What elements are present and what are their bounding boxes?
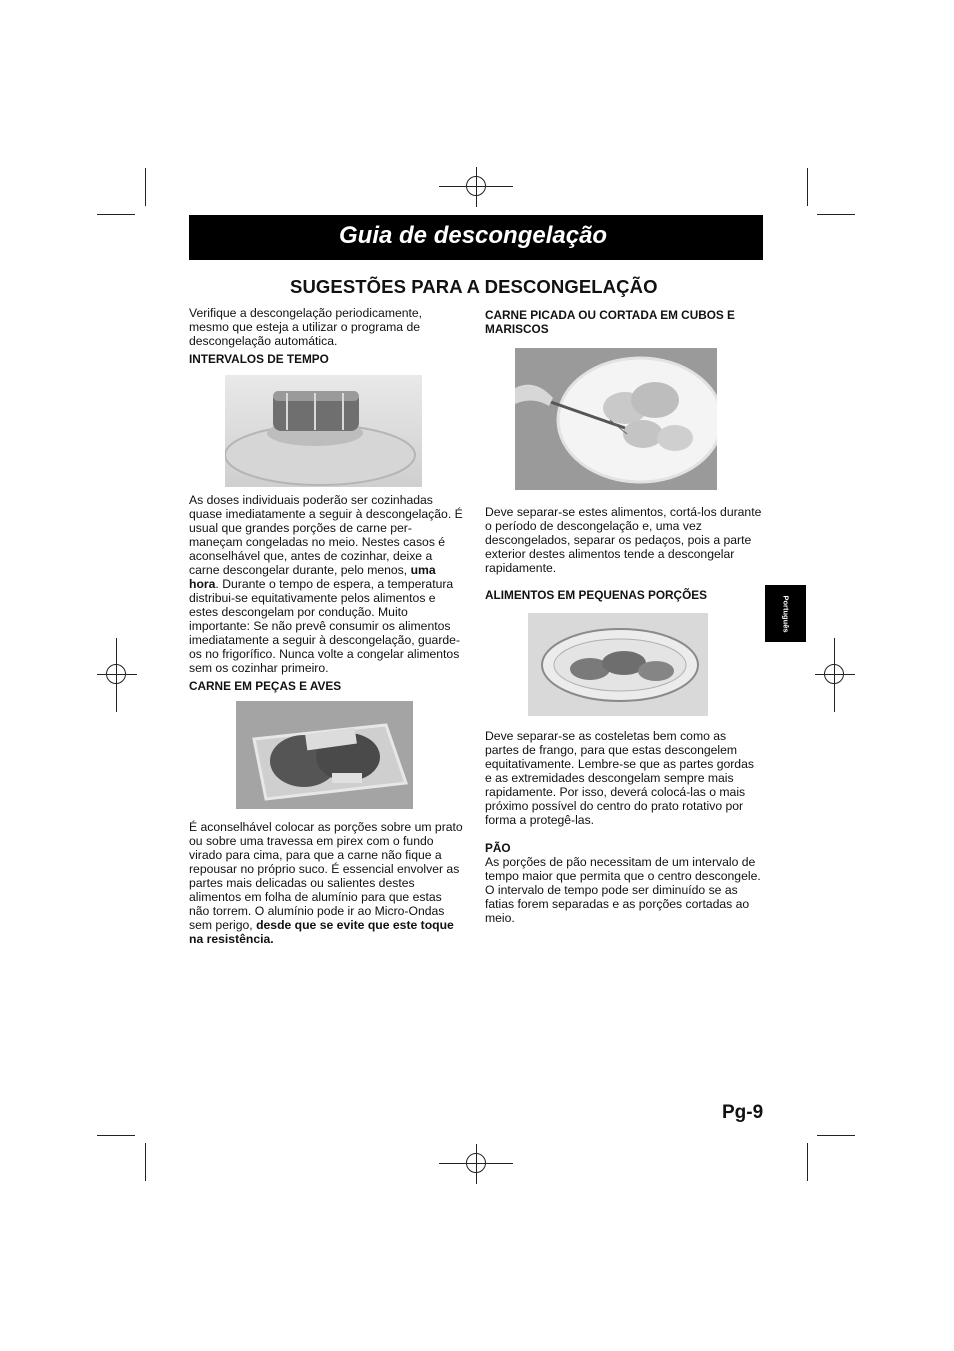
minced-text: Deve separar-se estes alimentos, cortá-los durante o período de descongelação e, uma vez descongelados, separar os pedaços, pois a parte exterior destes alimentos tende a descongelar rapidamente.: [485, 505, 762, 575]
small-text: Deve separar-se as costeletas bem como as partes de frango, para que estas descongelem equitativamente. Lembre-se que as partes gordas e as extremidades descongelam sempre mais rapidamente. Por isso, deverá colocá-las o mais próximo possível do centro do prato rotativo por forma a protegê-las.: [485, 729, 754, 827]
meat-text-1: É aconselhável colocar as porções sobre um prato ou sobre uma travessa em pirex com o fundo virado para cima, para que a carne não fique a repousar no próprio suco. É essencial envolver as partes mais delicadas ou salientes destes alimentos em folha de alumínio para que estas não torrem. O alumínio pode ir ao Micro-Ondas sem perigo,: [189, 820, 463, 932]
language-tab-label: Português: [781, 594, 790, 633]
intervals-text-2: . Durante o tempo de espera, a temperatura distribui-se equitativamente pelos alimentos e estes descongelam por condução. Muito importante: Se não prevê consumir os alimentos imediatamente a seguir à descongelação, guarde-os no frigorífico. Nunca volte a congelar alimentos sem os cozinhar primeiro.: [189, 577, 461, 675]
meat-heading: CARNE EM PEÇAS E AVES: [189, 679, 342, 693]
crop-mark: [807, 168, 808, 206]
meat-bold: desde que se evite que este toque na resistência.: [189, 918, 454, 946]
crop-mark: [97, 1135, 135, 1136]
intro-text: Verifique a descongelação periodicamente, mesmo que esteja a utilizar o programa de descongelação automática.: [189, 306, 423, 348]
photo-glass-bowl: [528, 613, 708, 716]
crop-mark: [807, 1143, 808, 1181]
language-tab: [765, 585, 806, 642]
minced-heading-block: [485, 308, 763, 336]
small-heading-block: [485, 588, 763, 602]
crop-mark: [97, 214, 135, 215]
minced-heading: CARNE PICADA OU CORTADA EM CUBOS E MARISCOS: [485, 308, 735, 336]
intro-block: [189, 306, 465, 348]
intervals-text-1: As doses individuais poderão ser cozinhadas quase imediatamente a seguir à descongelação. É usual que grandes porções de carne per-maneçam congeladas no meio. Nestes casos é aconselhável que, antes de cozinhar, deixe a carne descongelar durante, pelo menos,: [189, 493, 463, 577]
small-body: [485, 729, 763, 827]
intervals-heading-block: [189, 352, 465, 366]
bread-block: [485, 841, 763, 925]
crop-mark: [145, 1143, 146, 1181]
page-number: Pg-9: [722, 1102, 764, 1123]
photo-meat-in-dish: [236, 701, 413, 809]
title-bar: [189, 215, 763, 260]
intervals-heading: INTERVALOS DE TEMPO: [189, 352, 329, 366]
intervals-bold: uma hora: [189, 563, 436, 591]
minced-body: [485, 505, 763, 575]
meat-heading-block: [189, 679, 465, 693]
bread-heading: PÃO: [485, 841, 511, 855]
photo-roast-on-turntable: [225, 375, 422, 487]
page-title: Guia de descongelação: [339, 222, 608, 249]
crop-mark: [817, 214, 855, 215]
crop-mark: [145, 168, 146, 206]
bread-text: As porções de pão necessitam de um intervalo de tempo maior que permita que o centro descongele. O intervalo de tempo pode ser diminuído se as fatias forem separadas e as porções cortadas ao meio.: [485, 855, 761, 925]
meat-body: [189, 820, 465, 946]
small-heading: ALIMENTOS EM PEQUENAS PORÇÕES: [485, 588, 707, 602]
section-heading: SUGESTÕES PARA A DESCONGELAÇÃO: [290, 276, 658, 297]
crop-mark: [817, 1135, 855, 1136]
intervals-body: [189, 493, 465, 675]
photo-fork-on-plate: [515, 348, 717, 490]
